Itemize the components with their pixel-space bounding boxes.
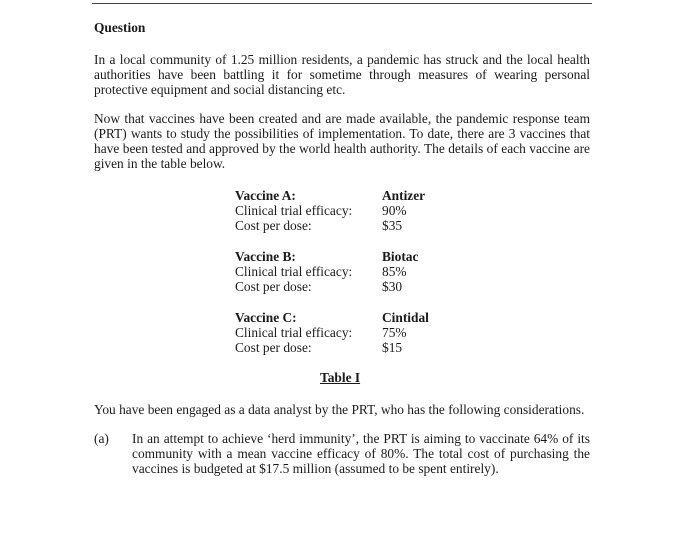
cost-label: Cost per dose:: [235, 279, 312, 294]
paragraph-community: In a local community of 1.25 million residents, a pandemic has struck and the local health authorities have been battling it for sometime through measures of wearing personal protective equipment and social distancing etc.: [94, 52, 590, 97]
vaccine-title: Vaccine C:: [235, 310, 297, 325]
cost-value: $15: [382, 340, 403, 355]
efficacy-value: 85%: [382, 264, 407, 279]
paragraph-vaccines: Now that vaccines have been created and are made available, the pandemic response team (PRT) wants to study the possibilities of implementation. To date, there are 3 vaccines that have been tested and approved by the world health authority. The details of each vaccine are given in the table below.: [94, 111, 590, 171]
question-heading: Question: [94, 20, 146, 35]
vaccine-c-block: [235, 310, 475, 355]
vaccine-a-block: [235, 188, 475, 233]
vaccine-title: Vaccine B:: [235, 249, 296, 264]
paragraph-considerations: You have been engaged as a data analyst by the PRT, who has the following considerations.: [94, 402, 585, 417]
vaccine-name: Antizer: [382, 188, 426, 203]
vaccine-name: Cintidal: [382, 310, 429, 325]
efficacy-value: 90%: [382, 203, 407, 218]
item-marker: (a): [94, 431, 109, 446]
cost-value: $30: [382, 279, 403, 294]
vaccine-name: Biotac: [382, 249, 419, 264]
efficacy-label: Clinical trial efficacy:: [235, 203, 353, 218]
cost-value: $35: [382, 218, 403, 233]
efficacy-value: 75%: [382, 325, 407, 340]
top-rule: [92, 3, 592, 4]
efficacy-label: Clinical trial efficacy:: [235, 264, 353, 279]
cost-label: Cost per dose:: [235, 340, 312, 355]
table-caption: Table I: [320, 370, 361, 385]
cost-label: Cost per dose:: [235, 218, 312, 233]
item-text: In an attempt to achieve ‘herd immunity’, the PRT is aiming to vaccinate 64% of its community with a mean vaccine efficacy of 80%. The total cost of purchasing the vaccines is budgeted at $17.5 million (assumed to be spent entirely).: [132, 431, 590, 476]
vaccine-b-block: [235, 249, 475, 294]
vaccine-title: Vaccine A:: [235, 188, 296, 203]
efficacy-label: Clinical trial efficacy:: [235, 325, 353, 340]
